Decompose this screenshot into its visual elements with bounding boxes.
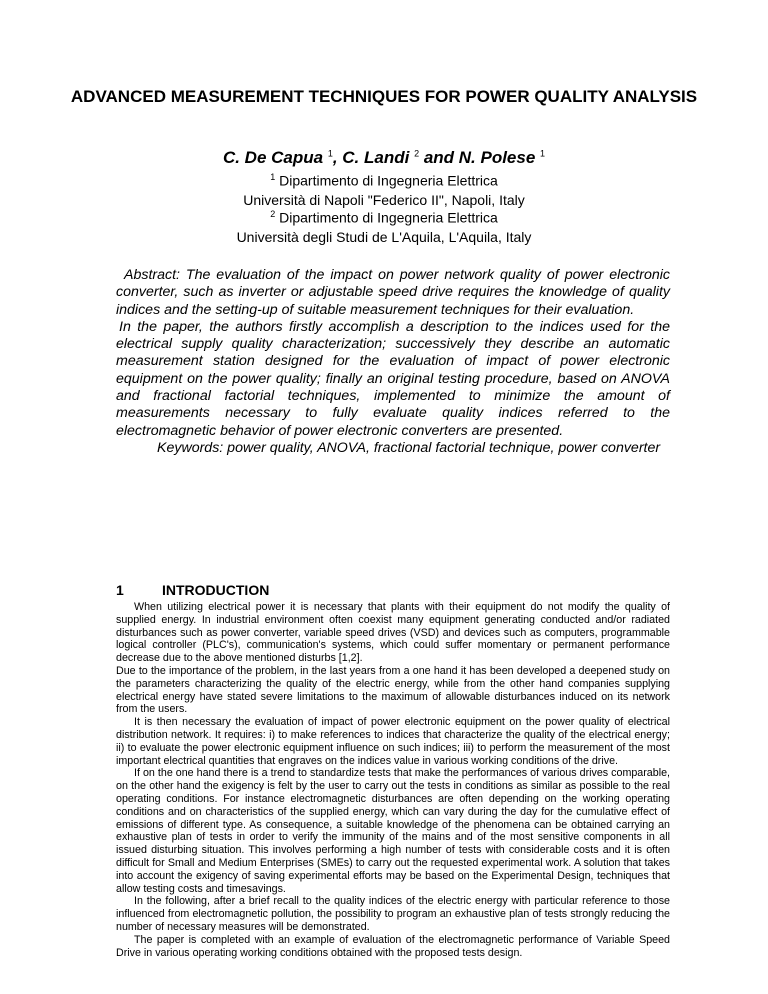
- section-title: INTRODUCTION: [162, 582, 270, 598]
- section-body: [116, 601, 670, 959]
- affiliation-department: Dipartimento di Ingegneria Elettrica: [279, 172, 498, 189]
- body-paragraph: In the following, after a brief recall to the quality indices of the electric energy with particular reference to those influenced from electromagnetic pollution, the possibility to program an exhaustive plan of tests strongly reducing the number of necessary measures will be demonstrated.: [116, 895, 670, 933]
- author-affiliation-marker: 2: [414, 148, 420, 159]
- author-name: C. Landi: [342, 148, 410, 167]
- author-name: C. De Capua: [222, 148, 324, 167]
- author-affiliation-marker: 1: [540, 148, 546, 159]
- affiliation-1-department: [0, 172, 768, 189]
- section-heading: [116, 582, 269, 598]
- body-paragraph: When utilizing electrical power it is necessary that plants with their equipment do not modify the quality of supplied energy. In industrial environment often coexist many equipment generating conducted and/or radiated disturbances such as power converter, variable speed drives (VSD) and devices such as computers, programmable logical controller (PLC's), communication's systems, which could suffer momentary or permanent performance decrease due to the above mentioned disturbs [1,2].: [116, 601, 670, 665]
- affiliation-2-department: [0, 209, 768, 226]
- body-paragraph: It is then necessary the evaluation of impact of power electronic equipment on the power quality of electrical distribution network. It requires: i) to make references to indices that characterize the quality of the electrical energy; ii) to evaluate the power electronic equipment influence on such indices; iii) to perform the measurement of the most important electrical quantities that engraves on the indices value in various working conditions of the drive.: [116, 716, 670, 767]
- affiliation-department: Dipartimento di Ingegneria Elettrica: [279, 209, 498, 226]
- affiliation-2-institution: Università degli Studi de L'Aquila, L'Aquila, Italy: [236, 229, 532, 245]
- paper-title: ADVANCED MEASUREMENT TECHNIQUES FOR POWER QUALITY ANALYSIS: [70, 87, 698, 106]
- affiliation-marker: 1: [270, 172, 276, 182]
- body-paragraph: The paper is completed with an example of evaluation of the electromagnetic performance of Variable Speed Drive in various operating working conditions obtained with the proposed tests design.: [116, 933, 670, 959]
- affiliation-1-institution: Università di Napoli "Federico II", Napoli, Italy: [243, 192, 525, 208]
- author-separator: and: [419, 148, 459, 167]
- abstract-paragraph: Abstract: The evaluation of the impact on power network quality of power electronic converter, such as inverter or adjustable speed drive requires the knowledge of quality indices and the setting-up of suitable measurement techniques for their evaluation.: [116, 267, 670, 318]
- section-number: 1: [116, 582, 124, 598]
- abstract-paragraph: In the paper, the authors firstly accomplish a description to the indices used for the electrical supply quality characterization; successively they describe an automatic measurement station designed for the evaluation of impact of power electronic equipment on the power quality; finally an original testing procedure, based on ANOVA and fractional factorial techniques, implemented to minimize the amount of measurements necessary to fully evaluate quality indices referred to the electromagnetic behavior of power electronic converters are presented.: [116, 318, 670, 439]
- keywords: Keywords: power quality, ANOVA, fractional factorial technique, power converter: [157, 439, 661, 456]
- affiliation-marker: 2: [270, 209, 276, 219]
- author-separator: ,: [332, 148, 343, 167]
- body-paragraph: Due to the importance of the problem, in the last years from a one hand it has been developed a deepened study on the parameters characterizing the quality of the electric energy, while from the other hand companies supplying electrical energy have stated severe limitations to the maximum of allowable disturbances induced on its network from the users.: [116, 664, 670, 716]
- author-name: N. Polese: [458, 148, 536, 167]
- body-paragraph: If on the one hand there is a trend to standardize tests that make the performances of various drives comparable, on the other hand the exigency is felt by the user to carry out the tests in conditions as similar as possible to the real operating conditions. For instance electromagnetic disturbances are often depending on the working operating conditions and on characteristics of the supplied energy, which can vary during the day for the cumulative effect of emissions of different type. As consequence, a suitable knowledge of the phenomena can be obtained carrying an exhaustive plan of tests in order to verify the immunity of the mains and of the most sensitive components in all issued disturbing situation. This involves performing a high number of tests with considerable costs and it is often difficult for Small and Medium Enterprises (SMEs) to carry out the requested experimental work. A solution that takes into account the exigency of saving experimental efforts may be based on the Experimental Design, techniques that allow testing costs and timesavings.: [116, 767, 670, 895]
- author-affiliation-marker: 1: [327, 148, 333, 159]
- author-list: [0, 148, 768, 168]
- abstract: [116, 267, 670, 457]
